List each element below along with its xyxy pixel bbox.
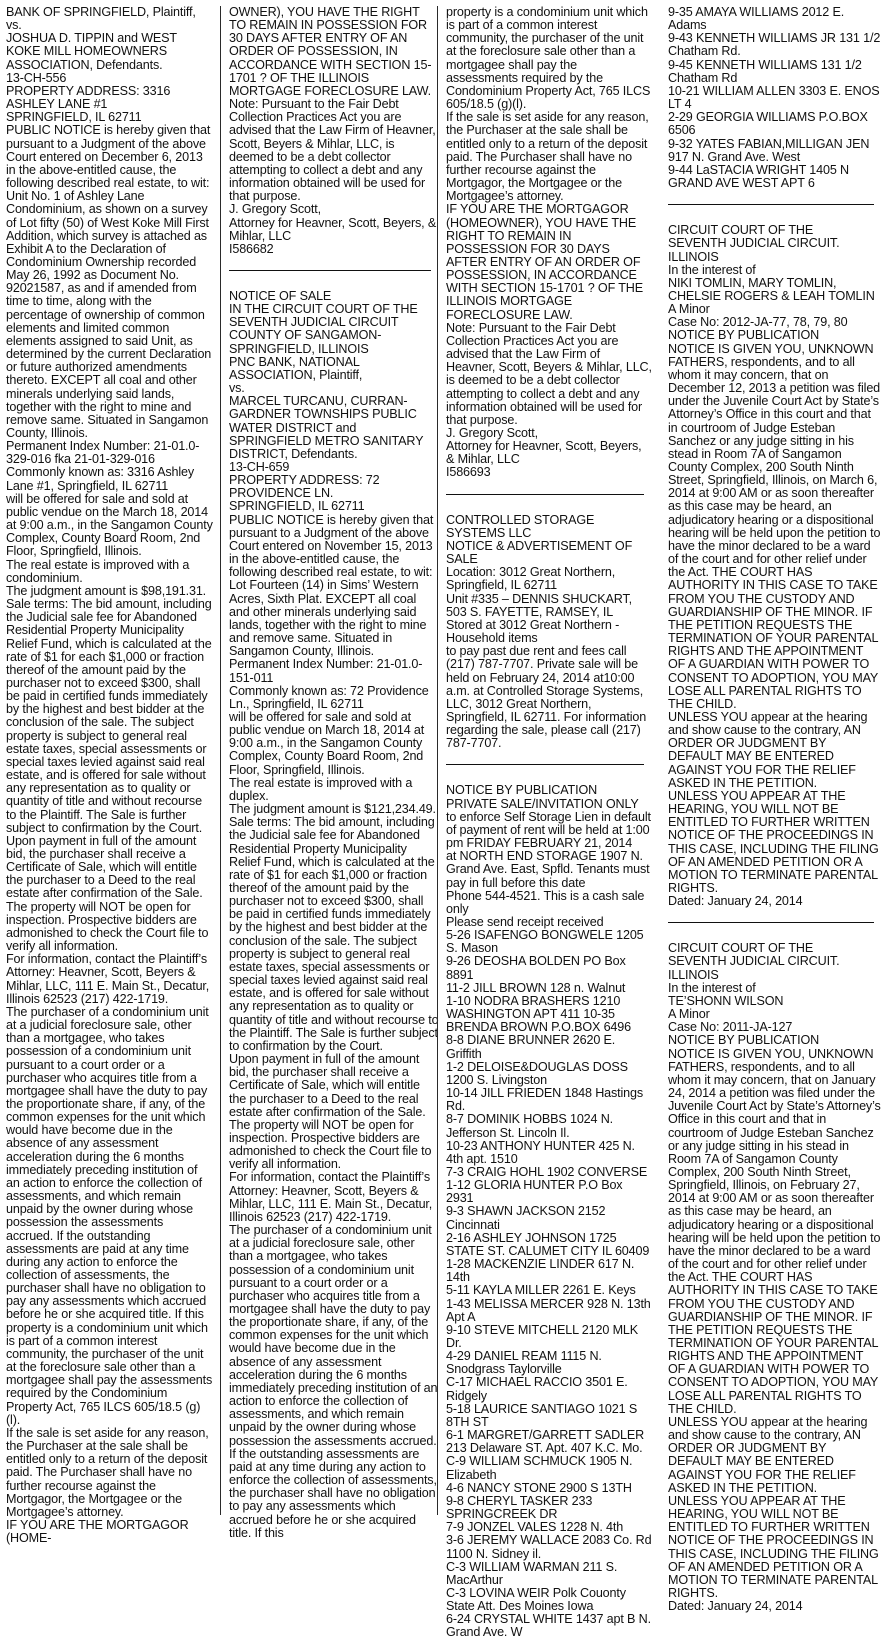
notice-line: The purchaser of a condominium unit at a judicial foreclosure sale, other than a mortgagee, who takes possession of a condominium unit pursuant to a court order or a purchaser who acquires title from a mortgagee shall have the duty to pay the proportionate share, if any, of the common expenses for the unit which would have become due in the absence of any assessment acceleration during the 6 months immediately preceding institution of an action to enforce the collection of assessments, and which remain unpaid by the owner during whose possession the assessments accrued. If the outstanding assessments are paid at any time during any action to enforce the collection of assessments, the purchaser shall have no obligation to pay any assessments which accrued before he or she acquired title. If this — [229, 1223, 438, 1540]
notice-line: For information, contact the Plaintiff’s Attorney: Heavner, Scott, Beyers & Mihlar, LLC, 111 E. Main St., Decatur, Illinois 62523 (217) 422-1719. — [6, 952, 210, 1006]
notice-line: NOTICE BY PUBLICATION — [668, 328, 820, 343]
notice-line: A Minor — [668, 302, 710, 317]
notice-line: UNLESS YOU APPEAR AT THE HEARING, YOU WILL NOT BE ENTITLED TO FURTHER WRITTEN NOTICE OF THE PROCEEDINGS IN THIS CASE, INCLUDING THE FILING OF AN AMENDED PETITION OR A MOTION TO TERMINATE PARENTAL RIGHTS. — [668, 1493, 879, 1600]
notice-line: 10-23 ANTHONY HUNTER 425 N. 4th apt. 1510 — [446, 1138, 635, 1166]
legal-notice — [446, 6, 652, 480]
notice-line: 9-32 YATES FABIAN,MILLIGAN JEN 917 N. Grand Ave. West — [668, 136, 870, 164]
notice-line: 6-24 CRYSTAL WHITE 1437 apt B N. Grand Ave. W — [446, 1612, 651, 1640]
notice-line: NOTICE & ADVERTISEMENT OF SALE — [446, 538, 633, 567]
notice-line: For information, contact the Plaintiff’s Attorney: Heavner, Scott, Beyers & Mihlar, LLC, 111 E. Main St., Decatur, Illinois 62523 (217) 422-1719. — [229, 1170, 433, 1224]
notice-line: will be offered for sale and sold at public vendue on March 18, 2014 at 9:00 a.m., in the Sangamon County Complex, County Board Room, 2nd Floor, Springfield, Illinois. — [229, 709, 425, 777]
notice-line: Upon payment in full of the amount bid, the purchaser shall receive a Certificate of Sale, which will entitle the purchaser to a Deed to the real estate after confirmation of the Sale. — [229, 1052, 426, 1119]
notice-line: Commonly known as: 3316 Ashley Lane #1, Springfield, IL 62711 — [6, 465, 195, 493]
legal-notice — [668, 224, 883, 908]
notice-line: SEVENTH JUDICIAL CIRCUIT. ILLINOIS — [668, 236, 840, 264]
notice-line: Note: Pursuant to the Fair Debt Collection Practices Act you are advised that the Law Firm of Heavner, Scott, Beyers & Mihlar, LLC, is deemed to be a debt collector attempting to collect a debt and any information obtained will be used for that purpose. — [229, 97, 436, 204]
notice-line: The property will NOT be open for inspection. Prospective bidders are admonished to check the Court file to verify all information. — [6, 899, 209, 954]
notice-line: If the sale is set aside for any reason, the Purchaser at the sale shall be entitled only to a return of the deposit paid. The Purchaser shall have no further recourse against the Mortgagor, the Mortgagee or the Mortgagee’s attorney. — [446, 110, 649, 204]
notice-line: Attorney for Heavner, Scott, Beyers, & Mihlar, LLC — [229, 215, 437, 243]
column-4 — [660, 5, 883, 1614]
notice-line: Case No: 2011-JA-127 — [668, 1020, 793, 1035]
legal-notice — [446, 784, 652, 1639]
notice-line: 11-2 JILL BROWN 128 n. Walnut — [446, 980, 626, 995]
notice-divider — [446, 764, 644, 765]
notice-line: will be offered for sale and sold at public vendue on the March 18, 2014 at 9:00 a.m., in the Sangamon County Complex, County Board Room, 2nd Floor, Springfield, Illinois. — [6, 491, 213, 559]
notice-line: 5-11 KAYLA MILLER 2261 E. Keys — [446, 1283, 636, 1298]
legal-notice — [229, 290, 439, 1540]
legal-notice — [668, 942, 883, 1613]
notice-line: NOTICE BY PUBLICATION — [446, 783, 598, 798]
notice-line: vs. — [6, 18, 22, 33]
notice-line: SPRINGFIELD, IL 62711 — [229, 499, 365, 514]
notice-line: Unit No. 1 of Ashley Lane Condominium, as shown on a survey of Lot fifty (50) of West Koke Mill First Addition, which survey is attached as Exhibit A to the Declaration of Condominium Ownership recorded May 26, 1992 as Document No. 92021587, as and if amended from time to time, along with the percentage of ownership of common elements and limited common elements assigned to said Unit, as determined by the current Declaration or future authorized amendments thereto. EXCEPT all coal and other minerals underlying said lands, together with the right to mine and remove same. Situated in Sangamon County, Illinois. — [6, 189, 212, 440]
notice-line: C-17 MICHAEL RACCIO 3501 E. Ridgely — [446, 1375, 628, 1403]
notice-line: BANK OF SPRINGFIELD, Plaintiff, — [6, 5, 196, 19]
notice-line: Upon payment in full of the amount bid, the purchaser shall receive a Certificate of Sale, which will entitle the purchaser to a Deed to the real estate after confirmation of the Sale. — [6, 833, 203, 901]
notice-line: 13-CH-556 — [6, 70, 67, 85]
notice-line: Attorney for Heavner, Scott, Beyers, & Mihlar, LLC — [446, 439, 642, 467]
notice-line: If the sale is set aside for any reason, the Purchaser at the sale shall be entitled only to a return of the deposit paid. The Purchaser shall have no further recourse against the Mortgagor, the Mortgagee or the Mortgagee’s attorney. — [6, 1425, 209, 1519]
notice-line: Lot Fourteen (14) in Sims’ Western Acres, Sixth Plat. EXCEPT all coal and other minerals underlying said lands, together with the right to mine and remove same. Situated in Sangamon County, Illinois. — [229, 578, 427, 659]
notice-line: 10-14 JILL FRIEDEN 1848 Hastings Rd. — [446, 1086, 644, 1114]
notice-line: 2-29 GEORGIA WILLIAMS P.O.BOX 6506 — [668, 110, 868, 138]
notice-line: CONTROLLED STORAGE SYSTEMS LLC — [446, 512, 595, 540]
notice-line: PUBLIC NOTICE is hereby given that pursuant to a Judgment of the above Court entered on December 6, 2013 in the above-entitled cause, the following described real estate, to wit: — [6, 123, 211, 191]
notice-line: I586693 — [446, 465, 491, 480]
notice-divider — [229, 270, 431, 271]
legal-notice — [668, 6, 883, 190]
notice-line: 5-26 ISAFENGO BONGWELE 1205 S. Mason — [446, 928, 644, 956]
notice-line: 1-2 DELOISE&DOUGLAS DOSS 1200 S. Livingston — [446, 1059, 628, 1087]
notice-line: Permanent Index Number: 21-01.0-151-011 — [229, 657, 423, 685]
notice-divider — [446, 494, 644, 495]
notice-line: 9-8 CHERYL TASKER 233 SPRINGCREEK DR — [446, 1493, 593, 1522]
notice-line: Permanent Index Number: 21-01.0-329-016 fka 21-01-329-016 — [6, 439, 200, 467]
notice-line: C-9 WILLIAM SCHMUCK 1905 N. Elizabeth — [446, 1454, 633, 1482]
notice-line: I586682 — [229, 241, 274, 256]
notice-line: In the interest of — [668, 980, 756, 995]
notice-line: vs. — [229, 381, 245, 396]
notice-line: 10-21 WILLIAM ALLEN 3303 E. ENOS LT 4 — [668, 83, 880, 112]
notice-line: Dated: January 24, 2014 — [668, 1599, 803, 1614]
notice-line: at NORTH END STORAGE 1907 N. Grand Ave. East, Spfld. Tenants must pay in full before this date — [446, 849, 650, 890]
notice-line: IF YOU ARE THE MORTGAGOR (HOMEOWNER), YOU HAVE THE RIGHT TO REMAIN IN POSSESSION FOR 30 DAYS AFTER ENTRY OF AN ORDER OF POSSESSION, IN ACCORDANCE WITH SECTION 15-1701 ? OF THE ILLINOIS MORTGAGE FORECLOSURE LAW. — [446, 202, 643, 322]
notice-line: 9-3 SHAWN JACKSON 2152 Cincinnati — [446, 1204, 606, 1232]
notice-line: Commonly known as: 72 Providence Ln., Springfield, IL 62711 — [229, 683, 429, 711]
notice-line: A Minor — [668, 1007, 710, 1022]
notice-line: The property will NOT be open for inspection. Prospective bidders are admonished to check the Court file to verify all information. — [229, 1117, 432, 1172]
notice-line: property is a condominium unit which is part of a common interest community, the purchaser of the unit at the foreclosure sale other than a mortgagee shall pay the assessments required by the Condominium Property Act, 765 ILCS 605/18.5 (g)(l). — [446, 5, 651, 112]
notice-line: The real estate is improved with a duplex. — [229, 775, 413, 803]
notice-line: IF YOU ARE THE MORTGAGOR (HOME- — [6, 1517, 189, 1546]
notice-line: 9-35 AMAYA WILLIAMS 2012 E. Adams — [668, 5, 845, 33]
notice-line: UNLESS YOU appear at the hearing and show cause to the contrary, AN ORDER OR JUDGMENT BY DEFAULT MAY BE ENTERED AGAINST YOU FOR THE RELIEF ASKED IN THE PETITION. — [668, 1414, 868, 1495]
notice-line: 1-43 MELISSA MERCER 928 N. 13th Apt A — [446, 1296, 651, 1324]
notice-line: Sale terms: The bid amount, including the Judicial sale fee for Abandoned Residential Property Municipality Relief Fund, which is calculated at the rate of $1 for each $1,000 or fraction thereof of the amount paid by the purchaser not to exceed $300, shall be paid in certified funds immediately by the highest and best bidder at the conclusion of the sale. The subject property is subject to general real estate taxes, special assessments or special taxes levied against said real estate, and is offered for sale without any representation as to quality or quantity of title and without recourse to the Plaintiff. The Sale is further subject to confirmation by the Court. — [229, 815, 439, 1053]
notice-line: 9-44 LaSTACIA WRIGHT 1405 N GRAND AVE WEST APT 6 — [668, 162, 849, 191]
notice-line: JOSHUA D. TIPPIN and WEST KOKE MILL HOMEOWNERS ASSOCIATION, Defendants. — [6, 31, 177, 72]
notice-line: Sale terms: The bid amount, including the Judicial sale fee for Abandoned Residential Property Municipality Relief Fund, which is calculated at the rate of $1 for each $1,000 or fraction thereof of the amount paid by the purchaser not to exceed $300, shall be paid in certified funds immediately by the highest and best bidder at the conclusion of the sale. The subject property is subject to general real estate taxes, special assessments or special taxes levied against said real estate, and is offered for sale without any representation as to quality or quantity of title and without recourse to the Plaintiff. The Sale is further subject to confirmation by the Court. — [6, 597, 212, 835]
column-3 — [437, 5, 652, 1640]
notice-line: 5-18 LAURICE SANTIAGO 1021 S 8TH ST — [446, 1401, 638, 1429]
notice-line: MARCEL TURCANU, CURRAN- GARDNER TOWNSHIPS PUBLIC WATER DISTRICT and SPRINGFIELD METRO SANITARY DISTRICT, Defendants. — [229, 394, 424, 461]
legal-notice — [229, 6, 439, 256]
notice-line: to pay past due rent and fees call (217) 787-7707. Private sale will be held on February 24, 2014 at10:00 a.m. at Controlled Storage Systems, LLC, 3012 Great Northern, Springfield, IL 62711. For information regarding the sale, please call (217) 787-7707. — [446, 644, 647, 751]
notice-line: 1-10 NODRA BRASHERS 1210 WASHINGTON APT 411 10-35 BRENDA BROWN P.O.BOX 6496 — [446, 993, 631, 1035]
notice-line: The purchaser of a condominium unit at a judicial foreclosure sale, other than a mortgagee, who takes possession of a condominium unit pursuant to a court order or a purchaser who acquires title from a mortgagee shall have the duty to pay the proportionate share, if any, of the common expenses for the unit which would have become due in the absence of any assessment acceleration during the 6 months immediately preceding institution of an action to enforce the collection of assessments, and which remain unpaid by the owner during whose possession the assessments accrued. If the outstanding assessments are paid at any time during any action to enforce the collection of assessments, the purchaser shall have no obligation to pay any assessments which accrued before he or she acquired title. If this property is a condominium unit which is part of a common interest community, the purchaser of the unit at the foreclosure sale other than a mortgagee shall pay the assessments required by the Condominium Property Act, 765 ILCS 605/18.5 (g)(l). — [6, 1004, 213, 1427]
notice-line: SPRINGFIELD, IL 62711 — [6, 110, 142, 125]
notice-line: NOTICE BY PUBLICATION — [668, 1033, 820, 1048]
notice-line: 8-8 DIANE BRUNNER 2620 E. Griffith — [446, 1033, 616, 1061]
notice-line: COUNTY OF SANGAMON-SPRINGFIELD, ILLINOIS — [229, 328, 382, 356]
notice-line: NOTICE OF SALE — [229, 288, 332, 303]
notice-line: 4-29 DANIEL REAM 1115 N. Snodgrass Taylorville — [446, 1349, 602, 1377]
notice-line: UNLESS YOU APPEAR AT THE HEARING, YOU WILL NOT BE ENTITLED TO FURTHER WRITTEN NOTICE OF THE PROCEEDINGS IN THIS CASE, INCLUDING THE FILING OF AN AMENDED PETITION OR A MOTION TO TERMINATE PARENTAL RIGHTS. — [668, 788, 879, 895]
notice-line: In the interest of — [668, 262, 756, 277]
column-2 — [220, 5, 439, 1540]
notice-line: 9-26 DEOSHA BOLDEN PO Box 8891 — [446, 954, 626, 982]
notice-line: 9-45 KENNETH WILLIAMS 131 1/2 Chatham Rd — [668, 57, 862, 85]
notice-line: SEVENTH JUDICIAL CIRCUIT. ILLINOIS — [668, 954, 840, 982]
column-1 — [6, 5, 213, 1546]
notice-line: The judgment amount is $98,191.31. — [6, 583, 207, 598]
notice-line: Please send receipt received — [446, 915, 604, 929]
legal-notice — [6, 6, 213, 1545]
notice-line: The real estate is improved with a condominium. — [6, 557, 190, 585]
notice-line: J. Gregory Scott, — [229, 202, 321, 217]
notice-line: 1-28 MACKENZIE LINDER 617 N. 14th — [446, 1257, 635, 1285]
notice-line: J. Gregory Scott, — [446, 426, 538, 440]
notice-line: 13-CH-659 — [229, 460, 290, 474]
notice-line: attempting to collect a debt and any information obtained will be used for that purpose. — [446, 386, 643, 427]
notice-divider — [668, 204, 874, 205]
notice-line: 3-6 JEREMY WALLACE 2083 Co. Rd 1100 N. Sidney il. — [446, 1533, 652, 1561]
notice-line: Location: 3012 Great Northern, Springfield, IL 62711 — [446, 565, 616, 593]
notice-line: OWNER), YOU HAVE THE RIGHT TO REMAIN IN POSSESSION FOR 30 DAYS AFTER ENTRY OF AN ORDER OF POSSESSION, IN ACCORDANCE WITH SECTION 15-1701 ? OF THE ILLINOIS MORTGAGE FORECLOSURE LAW. — [229, 5, 432, 98]
notice-line: Note: Pursuant to the Fair Debt Collection Practices Act you are advised that the Law Firm of Heavner, Scott, Beyers & Mihlar, LLC, is deemed to be a debt collector — [446, 320, 652, 388]
notice-line: NIKI TOMLIN, MARY TOMLIN, CHELSIE ROGERS & LEAH TOMLIN — [668, 275, 875, 303]
notice-line: Stored at 3012 Great Northern - Household items — [446, 617, 620, 646]
notice-line: 9-10 STEVE MITCHELL 2120 MLK Dr. — [446, 1322, 639, 1350]
notice-line: PROPERTY ADDRESS: 3316 ASHLEY LANE #1 — [6, 83, 171, 112]
notice-line: C-3 WILLIAM WARMAN 211 S. MacArthur — [446, 1559, 618, 1587]
notice-line: PRIVATE SALE/INVITATION ONLY — [446, 796, 639, 811]
notice-line: 9-43 KENNETH WILLIAMS JR 131 1/2 Chatham Rd. — [668, 31, 881, 59]
notice-line: PUBLIC NOTICE is hereby given that pursuant to a Judgment of the above Court entered on November 15, 2013 in the above-entitled cause, the following described real estate, to wit: — [229, 512, 434, 580]
notice-line: PROPERTY ADDRESS: 72 PROVIDENCE LN. — [229, 473, 380, 501]
legal-notice — [446, 514, 652, 751]
notice-divider — [668, 922, 874, 923]
notice-line: IN THE CIRCUIT COURT OF THE SEVENTH JUDICIAL CIRCUIT — [229, 302, 418, 330]
notice-line: 1-12 GLORIA HUNTER P.O Box 2931 — [446, 1178, 623, 1206]
notice-line: 8-7 DOMINIK HOBBS 1024 N. Jefferson St. Lincoln Il. — [446, 1112, 614, 1140]
notice-line: NOTICE IS GIVEN YOU, UNKNOWN FATHERS, respondents, and to all whom it may concern, that on January 24, 2014 a petition was filed under the Juvenile Court Act by State’s Attorney’s Office in this court and that in courtroom of Judge Esteban Sanchez or any judge sitting in his stead in Room 7A of Sangamon County Complex, 200 South Ninth Street, Springfield, Illinois, on February 27, 2014 at 9:00 AM or as soon thereafter as this case may be heard, an adjudicatory hearing or a dispositional hearing will be held upon the petition to have the minor declared to be a ward of the court and for other relief under the Act. THE COURT HAS AUTHORITY IN THIS CASE TO TAKE FROM YOU THE CUSTODY AND GUARDIANSHIP OF THE MINOR. IF THE PETITION REQUESTS THE TERMINATION OF YOUR PARENTAL RIGHTS AND THE APPOINTMENT OF A GUARDIAN WITH POWER TO CONSENT TO ADOPTION, YOU MAY LOSE ALL PARENTAL RIGHTS TO THE CHILD. — [668, 1046, 881, 1416]
notice-line: to enforce Self Storage Lien in default of payment of rent will be held at 1:00 pm FRIDAY FEBRUARY 21, 2014 — [446, 809, 651, 851]
notice-line: Dated: January 24, 2014 — [668, 894, 803, 909]
notice-line: The judgment amount is $121,234.49. — [229, 802, 436, 817]
notice-line: C-3 LOVINA WEIR Polk Couonty State Att. Des Moines Iowa — [446, 1585, 626, 1614]
notice-line: 6-1 MARGRET/GARRETT SADLER 213 Delaware ST. Apt. 407 K.C. Mo. — [446, 1428, 645, 1456]
notice-line: TE’SHONN WILSON — [668, 993, 784, 1008]
notice-line: 2-16 ASHLEY JOHNSON 1725 STATE ST. CALUMET CITY IL 60409 — [446, 1230, 650, 1258]
notice-line: 4-6 NANCY STONE 2900 S 13TH — [446, 1480, 632, 1495]
notice-line: 7-3 CRAIG HOHL 1902 CONVERSE — [446, 1164, 648, 1179]
notice-line: Phone 544-4521. This is a cash sale only — [446, 888, 645, 916]
notice-line: CIRCUIT COURT OF THE — [668, 223, 814, 238]
notice-line: 7-9 JONZEL VALES 1228 N. 4th — [446, 1520, 624, 1535]
notice-line: Case No: 2012-JA-77, 78, 79, 80 — [668, 315, 848, 330]
notice-line: UNLESS YOU appear at the hearing and show cause to the contrary, AN ORDER OR JUDGMENT BY DEFAULT MAY BE ENTERED AGAINST YOU FOR THE RELIEF ASKED IN THE PETITION. — [668, 709, 868, 790]
notice-line: CIRCUIT COURT OF THE — [668, 941, 814, 956]
notice-line: PNC BANK, NATIONAL ASSOCIATION, Plaintiff, — [229, 354, 363, 382]
notice-line: Unit #335 – DENNIS SHUCKART, 503 S. FAYETTE, RAMSEY, IL — [446, 591, 632, 619]
notice-line: NOTICE IS GIVEN YOU, UNKNOWN FATHERS, respondents, and to all whom it may concern, that on December 12, 2013 a petition was filed under the Juvenile Court Act by State’s Attorney’s Office in this court and that in courtroom of Judge Esteban Sanchez or any judge sitting in his stead in Room 7A of Sangamon County Complex, 200 South Ninth Street, Springfield, Illinois, on March 6, 2014 at 9:00 AM or as soon thereafter as this case may be heard, an adjudicatory hearing or a dispositional hearing will be held upon the petition to have the minor declared to be a ward of the court and for other relief under the Act. THE COURT HAS AUTHORITY IN THIS CASE TO TAKE FROM YOU THE CUSTODY AND GUARDIANSHIP OF THE MINOR. IF THE PETITION REQUESTS THE TERMINATION OF YOUR PARENTAL RIGHTS AND THE APPOINTMENT OF A GUARDIAN WITH POWER TO CONSENT TO ADOPTION, YOU MAY LOSE ALL PARENTAL RIGHTS TO THE CHILD. — [668, 341, 881, 711]
